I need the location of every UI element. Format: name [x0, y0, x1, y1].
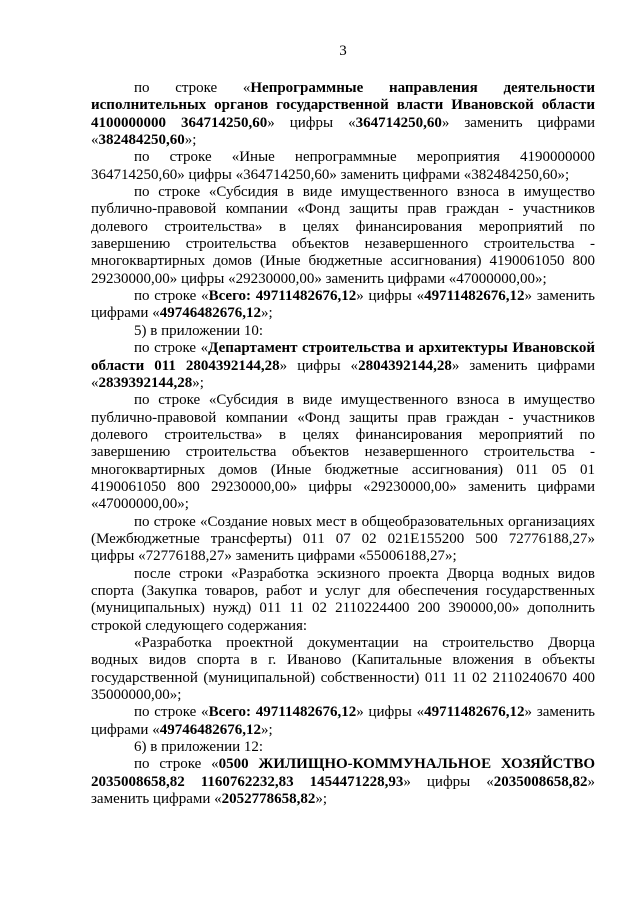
text-line	[91, 600, 595, 617]
text-segment: по строке «	[134, 704, 209, 721]
text-segment: »;	[184, 132, 197, 149]
text-line	[91, 375, 595, 392]
text-line	[91, 462, 595, 479]
text-segment: » заменить	[524, 704, 596, 721]
text-segment: после строки «Разработка эскизного проекта Дворца водных видов	[134, 565, 595, 582]
text-line	[91, 514, 595, 531]
text-segment: 4190061050 800 29230000,00» цифры «29230000,00» заменить цифрами	[91, 478, 595, 495]
paragraph	[91, 184, 595, 288]
text-line	[91, 635, 595, 652]
bold-text-segment: 2035008658,82	[493, 773, 588, 790]
text-segment: (Межбюджетные трансферты) 011 07 02 021E155200 500 72776188,27»	[91, 530, 595, 547]
bold-text-segment: 49746482676,12	[159, 721, 261, 738]
bold-text-segment: 49711482676,12	[424, 704, 525, 721]
paragraph	[91, 756, 595, 808]
bold-text-segment: 4100000000 364714250,60	[91, 114, 268, 131]
text-segment: по строке «Субсидия в виде имущественного взноса в имущество	[134, 392, 595, 409]
bold-text-segment: Всего: 49711482676,12	[208, 704, 357, 721]
text-line	[91, 201, 595, 218]
bold-text-segment: 364714250,60	[355, 114, 442, 131]
paragraph	[91, 739, 595, 756]
text-line	[91, 566, 595, 583]
text-line	[91, 548, 595, 565]
page-number: 3	[339, 43, 347, 59]
bold-text-segment: Непрограммные направления деятельности	[250, 80, 596, 96]
text-line	[91, 410, 595, 427]
bold-text-segment: 382484250,60	[98, 132, 185, 149]
text-line	[91, 479, 595, 496]
bold-text-segment: 49746482676,12	[159, 305, 261, 322]
text-line	[91, 340, 595, 357]
text-line	[91, 618, 595, 635]
text-segment: «	[91, 374, 99, 391]
text-segment: заменить цифрами «	[91, 791, 222, 808]
paragraph	[91, 340, 595, 392]
text-segment: многоквартирных домов (Иные бюджетные ассигнования) 011 05 01	[91, 461, 595, 478]
text-segment: по строке «	[134, 756, 219, 773]
text-segment: спорта (Закупка товаров, работ и услуг для обеспечения государственных	[91, 582, 595, 599]
text-segment: по строке «	[134, 288, 209, 305]
text-segment: многоквартирных домов (Иные бюджетные ассигнования) 4190061050 800	[91, 253, 595, 270]
text-segment: » заменить цифрами	[441, 114, 595, 131]
text-segment: долевого строительства» в целях финансирования мероприятий по	[91, 218, 595, 235]
bold-text-segment: 2035008658,82 1160762232,83 1454471228,93	[91, 773, 404, 790]
text-segment: публично-правовой компании «Фонд защиты прав граждан - участников	[91, 201, 595, 218]
text-segment: » цифры «	[356, 288, 425, 305]
text-segment: » заменить	[524, 288, 596, 305]
text-line	[91, 687, 595, 704]
text-line	[91, 80, 595, 97]
text-segment: публично-правовой компании «Фонд защиты прав граждан - участников	[91, 409, 595, 426]
text-line	[91, 739, 595, 756]
text-line	[91, 115, 595, 132]
document-body	[91, 80, 595, 808]
text-line	[91, 219, 595, 236]
text-line	[91, 427, 595, 444]
paragraph	[91, 704, 595, 739]
text-segment: » цифры «	[267, 114, 356, 131]
text-segment: » цифры «	[356, 704, 425, 721]
paragraph	[91, 80, 595, 149]
bold-text-segment: 2052778658,82	[221, 791, 316, 808]
text-segment: цифры «72776188,27» заменить цифрами «55006188,27»;	[91, 548, 457, 565]
bold-text-segment: 2804392144,28	[358, 357, 452, 374]
text-line	[91, 670, 595, 687]
bold-text-segment: области 011 2804392144,28	[91, 357, 280, 374]
paragraph	[91, 288, 595, 323]
text-segment: водных видов спорта в г. Иваново (Капитальные вложения в объекты	[91, 652, 595, 669]
text-line	[91, 305, 595, 322]
paragraph	[91, 514, 595, 566]
text-segment: » заменить цифрами	[451, 357, 595, 374]
text-line	[91, 97, 595, 114]
text-segment: (муниципальных) нужд) 011 11 02 2110224400 200 390000,00» дополнить	[91, 600, 595, 617]
text-segment: строкой следующего содержания:	[91, 617, 308, 634]
text-segment: 29230000,00» цифры «29230000,00» заменить цифрами «47000000,00»;	[91, 270, 547, 287]
text-line	[91, 288, 595, 305]
text-segment: завершению строительства объектов незавершенного строительства -	[91, 236, 595, 253]
text-segment: 5) в приложении 10:	[134, 322, 264, 339]
bold-text-segment: Всего: 49711482676,12	[208, 288, 357, 305]
text-line	[91, 583, 595, 600]
text-line	[91, 791, 595, 808]
text-segment: 35000000,00»;	[91, 687, 182, 704]
text-segment: 364714250,60» цифры «364714250,60» заменить цифрами «382484250,60»;	[91, 166, 570, 183]
text-line	[91, 323, 595, 340]
bold-text-segment: Департамент строительства и архитектуры Ивановской	[208, 340, 595, 357]
text-segment: по строке «Создание новых мест в общеобразовательных организациях	[134, 513, 595, 530]
text-segment: по строке «	[134, 80, 251, 96]
bold-text-segment: 0500 ЖИЛИЩНО-КОММУНАЛЬНОЕ ХОЗЯЙСТВО	[218, 756, 596, 773]
text-line	[91, 184, 595, 201]
text-segment: » цифры «	[279, 357, 359, 374]
text-segment: 6) в приложении 12:	[134, 739, 264, 756]
text-line	[91, 531, 595, 548]
text-segment: »;	[315, 791, 328, 808]
text-line	[91, 704, 595, 721]
text-line	[91, 167, 595, 184]
text-segment: »	[587, 773, 595, 790]
text-segment: «47000000,00»;	[91, 496, 189, 513]
paragraph	[91, 635, 595, 704]
bold-text-segment: исполнительных органов государственной власти Ивановской области	[91, 97, 595, 114]
text-segment: »;	[260, 305, 273, 322]
text-line	[91, 756, 595, 773]
bold-text-segment: 49711482676,12	[424, 288, 525, 305]
paragraph	[91, 392, 595, 513]
paragraph	[91, 323, 595, 340]
text-line	[91, 392, 595, 409]
text-line	[91, 271, 595, 288]
text-line	[91, 149, 595, 166]
text-segment: по строке «Иные непрограммные мероприятия 4190000000	[134, 149, 595, 166]
text-segment: «Разработка проектной документации на строительство Дворца	[134, 635, 595, 651]
paragraph	[91, 149, 595, 184]
text-segment: » цифры «	[403, 773, 494, 790]
text-line	[91, 496, 595, 513]
text-line	[91, 236, 595, 253]
text-line	[91, 253, 595, 270]
text-segment: »;	[192, 374, 204, 391]
text-segment: «	[91, 132, 99, 149]
text-segment: по строке «Субсидия в виде имущественного взноса в имущество	[134, 184, 595, 201]
text-segment: цифрами «	[91, 305, 160, 322]
paragraph	[91, 566, 595, 635]
text-line	[91, 132, 595, 149]
text-line	[91, 652, 595, 669]
text-segment: долевого строительства» в целях финансирования мероприятий по	[91, 426, 595, 443]
text-segment: цифрами «	[91, 721, 160, 738]
text-line	[91, 444, 595, 461]
text-line	[91, 358, 595, 375]
bold-text-segment: 2839392144,28	[98, 374, 193, 391]
text-segment: завершению строительства объектов незавершенного строительства -	[91, 444, 595, 461]
text-segment: »;	[260, 721, 273, 738]
text-segment: государственной (муниципальной) собственности) 011 11 02 2110240670 400	[91, 669, 595, 686]
text-line	[91, 722, 595, 739]
text-segment: по строке «	[134, 340, 209, 357]
text-line	[91, 774, 595, 791]
